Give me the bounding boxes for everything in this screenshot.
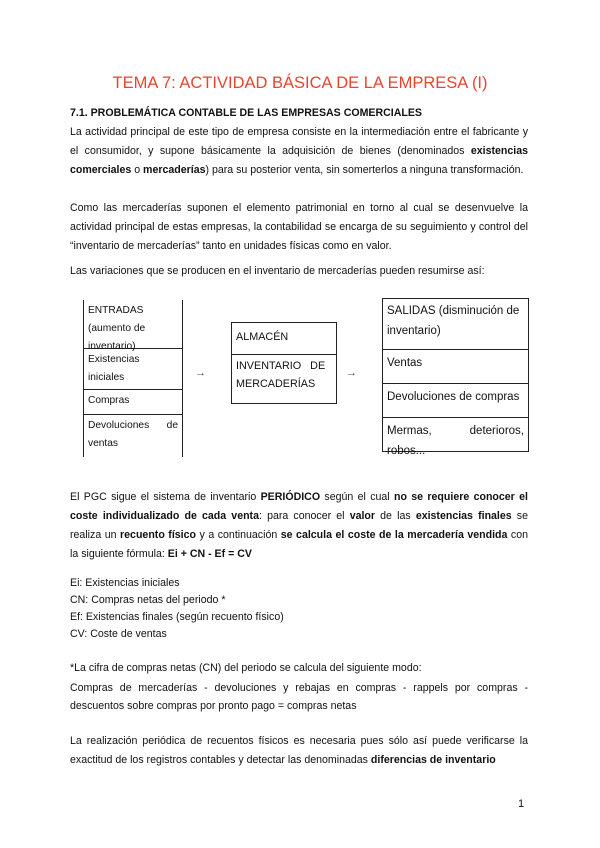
paragraph-cn-formula: Compras de mercaderías - devoluciones y rebajas en compras - rappels por compras - descuentos sobre compras por pronto pago = compras netas	[70, 682, 528, 712]
text: La actividad principal de este tipo de empresa consiste en la intermediación entre el fabricante y el consumidor, y supone básicamente la adquisición de bienes (denominados	[70, 126, 528, 157]
arrow-icon: →	[346, 367, 357, 379]
salidas-item: Mermas, deterioros, robos...	[383, 417, 528, 451]
formula: Ei + CN - Ef = CV	[167, 548, 252, 560]
paragraph-recuentos	[70, 732, 528, 770]
entradas-item: Existencias iniciales	[84, 348, 182, 389]
entradas-item: Devoluciones de ventas	[84, 414, 182, 457]
text-bold: PERIÓDICO	[260, 491, 321, 503]
salidas-item: Devoluciones de compras	[383, 383, 528, 417]
salidas-table	[382, 298, 529, 457]
text: : para conocer el	[258, 510, 350, 522]
text: y a continuación	[195, 529, 281, 541]
entradas-header: ENTRADAS (aumento de inventario)	[88, 305, 146, 352]
text: ) para su posterior venta, sin somerterlos a ninguna transformación.	[205, 164, 524, 176]
definition: Ei: Existencias iniciales	[70, 577, 180, 589]
text-bold: recuento físico	[120, 529, 196, 541]
paragraph-pgc	[70, 488, 528, 564]
arrow-icon: →	[195, 367, 206, 379]
text: según el cual	[320, 491, 394, 503]
definitions-list	[70, 575, 528, 643]
text: El PGC sigue el sistema de inventario	[70, 491, 261, 503]
page-number: 1	[518, 798, 525, 810]
salidas-header: SALIDAS (disminución de inventario)	[387, 305, 520, 337]
definition: Ef: Existencias finales (según recuento físico)	[70, 611, 284, 623]
text: de las	[375, 510, 416, 522]
text-bold: diferencias de inventario	[370, 754, 496, 766]
paragraph-intro	[70, 123, 528, 180]
text: se realiza un	[70, 510, 528, 541]
definition: CV: Coste de ventas	[70, 628, 167, 640]
text-bold: se calcula el coste de la mercadería vendida	[280, 529, 508, 541]
text-bold: no se requiere conocer el coste individualizado de cada venta	[70, 491, 528, 522]
paragraph-variations: Las variaciones que se producen en el inventario de mercaderías pueden resumirse así:	[70, 265, 485, 277]
page-title: TEMA 7: ACTIVIDAD BÁSICA DE LA EMPRESA (I)	[112, 74, 488, 92]
salidas-item: Ventas	[383, 349, 528, 383]
text-bold: existencias finales	[415, 510, 512, 522]
text: o	[131, 164, 144, 176]
entradas-table	[83, 300, 183, 457]
text: con la siguiente fórmula:	[70, 529, 528, 560]
almacen-header: ALMACÉN	[236, 331, 289, 343]
text-bold: valor	[349, 510, 376, 522]
paragraph-cn-note: *La cifra de compras netas (CN) del periodo se calcula del siguiente modo:	[70, 662, 422, 674]
paragraph-inventory: Como las mercaderías suponen el elemento patrimonial en torno al cual se desenvuelve la actividad principal de estas empresas, la contabilidad se encarga de su seguimiento y control del “inventario de mercaderías” tanto en unidades físicas como en valor.	[70, 202, 528, 252]
text: La realización periódica de recuentos físicos es necesaria pues sólo así puede verificarse la exactitud de los registros contables y detectar las denominadas	[70, 735, 528, 766]
section-heading: 7.1. PROBLEMÁTICA CONTABLE DE LAS EMPRESAS COMERCIALES	[70, 107, 422, 119]
almacen-table	[231, 322, 337, 404]
almacen-item: INVENTARIO DE MERCADERÍAS	[232, 354, 336, 403]
entradas-item: Compras	[84, 389, 182, 414]
text-bold: mercaderías	[143, 164, 206, 176]
definition: CN: Compras netas del periodo *	[70, 594, 226, 606]
text-bold: existencias comerciales	[70, 145, 528, 176]
